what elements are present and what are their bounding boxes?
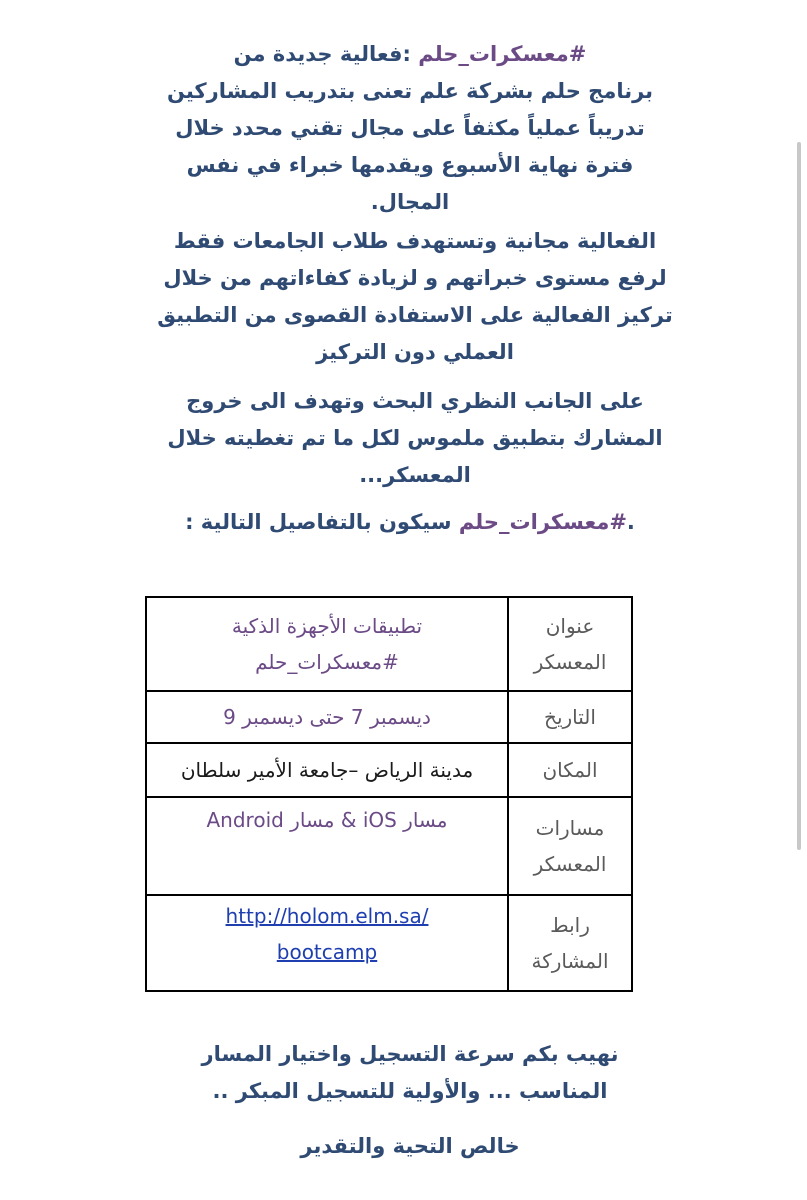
details-heading: .#معسكرات_حلم سيكون بالتفاصيل التالية :: [185, 510, 635, 534]
closing-line: نهيب بكم سرعة التسجيل واختيار المسار: [201, 1042, 619, 1066]
place-value: مدينة الرياض –جامعة الأمير سلطان: [146, 743, 508, 797]
title-value: تطبيقات الأجهزة الذكية #معسكرات_حلم: [146, 597, 508, 691]
table-row: [146, 895, 632, 991]
goal-line: على الجانب النظري البحث وتهدف الى خروج: [186, 389, 644, 413]
link-label: رابط المشاركة: [508, 895, 632, 991]
place-label: المكان: [508, 743, 632, 797]
intro-line: برنامج حلم بشركة علم تعنى بتدريب المشاركين: [166, 79, 654, 103]
hashtag[interactable]: #معسكرات_حلم: [255, 650, 399, 674]
closing-paragraph: [130, 1036, 690, 1110]
bootcamp-details-table: [145, 596, 633, 992]
table-row: [146, 743, 632, 797]
intro-line: تدريباً عملياً مكثفاً على مجال تقني محدد خلال: [175, 116, 645, 140]
table-row: [146, 797, 632, 895]
title-label: عنوان المعسكر: [508, 597, 632, 691]
date-label: التاريخ: [508, 691, 632, 743]
intro-paragraph: [110, 36, 710, 221]
intro-line: #معسكرات_حلم :فعالية جديدة من: [233, 42, 587, 66]
audience-line: تركيز الفعالية على الاستفادة القصوى من التطبيق: [157, 303, 673, 327]
date-value: ديسمبر 7 حتى ديسمبر 9: [146, 691, 508, 743]
hashtag[interactable]: #معسكرات_حلم: [418, 42, 587, 66]
hashtag[interactable]: #معسكرات_حلم: [458, 510, 627, 534]
audience-paragraph: [120, 223, 710, 371]
goal-paragraph: [120, 383, 710, 494]
tracks-value: مسار iOS & مسار Android: [146, 797, 508, 895]
table-row: [146, 597, 632, 691]
vertical-scrollbar[interactable]: [797, 142, 801, 850]
registration-link[interactable]: http://holom.elm.sa/ bootcamp: [146, 895, 508, 991]
closing-line: المناسب ... والأولية للتسجيل المبكر ..: [212, 1079, 608, 1103]
intro-line: المجال.: [370, 190, 450, 214]
table-row: [146, 691, 632, 743]
intro-line: فترة نهاية الأسبوع ويقدمها خبراء في نفس: [186, 153, 634, 177]
goal-line: المشارك بتطبيق ملموس لكل ما تم تغطيته خلال: [167, 426, 663, 450]
signoff: خالص التحية والتقدير: [300, 1134, 520, 1158]
audience-line: الفعالية مجانية وتستهدف طلاب الجامعات فقط: [173, 229, 657, 253]
goal-line: المعسكر...: [359, 463, 471, 487]
audience-line: العملي دون التركيز: [316, 340, 514, 364]
tracks-label: مسارات المعسكر: [508, 797, 632, 895]
audience-line: لرفع مستوى خبراتهم و لزيادة كفاءاتهم من خلال: [163, 266, 667, 290]
